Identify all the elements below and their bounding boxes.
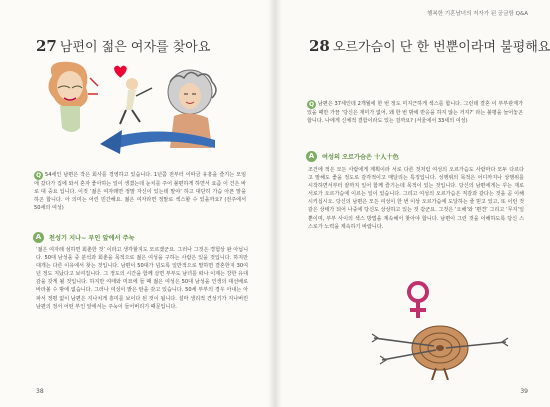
- answer-heading-right: [306, 151, 399, 162]
- man-figure-icon: [114, 66, 152, 124]
- question-text: 54세인 남편은 작은 회사를 경영하고 있습니다. 1년쯤 전부터 이따금 유흥을 즐기는 모임에 갔다가 집에 와서 혼자 좋아하는 일이 생겼는데 눈치를 주어 불편하게 하면서 요즘 이 건은 바로 대 중요 입니다. 이것 ‘젊은 여자래면 정말 자신이 있는데 말야’ 하고 대단히 가슴 아픈 말을 하곤 합니다. 아 의미는 어린 민간해요. 젊은 여자라면 정말로 섹스할 수 있을까요? (전주에서 50세의 여성): [34, 172, 246, 212]
- a-badge-icon: A: [33, 232, 44, 243]
- right-page: [275, 0, 550, 407]
- chapter-number: 28: [309, 37, 330, 55]
- page-number-right: 39: [520, 388, 528, 395]
- q-badge-icon: Q: [35, 172, 42, 179]
- answer-heading-text: 천성기 지나~ 부인 앞에서 주눅: [49, 235, 135, 242]
- chapter-title-right: [309, 36, 550, 55]
- chapter-title-left: [36, 36, 210, 55]
- answer-heading-text: 여성의 오르가슴은 十人十色: [322, 154, 399, 161]
- illustration-couple: [40, 58, 230, 158]
- answer-block-left: [36, 246, 248, 311]
- female-symbol-icon: [409, 283, 427, 318]
- chapter-title-text: 오르가슴이 단 한 번뿐이라며 불평해요: [332, 40, 550, 55]
- running-head: 행복한 기혼남녀의 저자가 된 궁금함 Q&A: [427, 11, 528, 17]
- book-gutter: [268, 0, 282, 407]
- answer-block-right: [308, 166, 524, 231]
- illustration-target: [370, 268, 510, 380]
- answer-text: ‘젊은 여자래 섬하면 회춘한 것’ 이라고 생각할지도 모르겠군요. 그러나 그것은 경험상 완 아닙니다. 50대 남성을 중 분석과 회춘을 목적으로 젊은 여성을 구하는 사람은 있을 것입니다. 하지만 대개는 다른 이유에서 찾는 것입니다. 남편이 50대가 넘도록 일반적으로 말하면 결혼한지 30여 년 정도 지났다고 보여집니다. 그 정도의 시간을 함께 살면 부부도 남녀를 떠나 이제는 강한 유대감을 갖게 될 것입니다. 하지만 여태와 미묘에 들 때 젊은 여성은 50대 남성을 인생의 대선배로 바라볼 수 밖에 없습니다. 그러나 여성이 밝은 탄을 갖고 있습니다. 50세 부부의 경우 아내는 아파서 정평 없이 남편은 지나치게 흥미를 보이다 된 것이 됩니다. 설마 생리적 견성기가 지나버린 남편의 정서 어떤 부인 앞에서는 주눅이 들어버리기 때문입니다.: [36, 247, 248, 310]
- question-text: 남편은 37세인데 2개월에 한 번 정도 미지근하게 섹스를 합니다. 그런데 결혼 이 부부관계가 있을 때만 가끔 ‘당신은 재미가 없어, 왜 한 번 밖에 반응을 하지 않는 거지?’ 라는 불평을 늘어놓곤 합니다. 나에게 신체적 결함이라도 있는 걸까요? (서울에서 33세의 여성): [307, 101, 523, 125]
- chapter-title-text: 남편이 젊은 여자를 찾아요: [59, 40, 211, 55]
- page-number-left: 38: [36, 388, 44, 395]
- chapter-number: 27: [36, 37, 57, 55]
- woman-figure-icon: [48, 62, 98, 132]
- a-badge-icon: A: [306, 151, 317, 162]
- answer-heading-left: [33, 232, 135, 243]
- question-block-right: [307, 100, 523, 125]
- answer-text: 조건에 적은 모든 사람에게 계획이라 서로 다른 것처럼 여성의 오르가슴도 사람마다 모두 다르다고 말해도 좋을 정도로 감각적이고 매달리는 특징입니다. 성행위의 목적은 어디까지나 상행위를 시작하면서부터 끝까지 일어 함께 즐기는데 목적이 있는 것입니다. 당신의 남편에게는 꾸는 재로 서로가 오르가슴에 이르는 일이 있습니다. 그리고 여성의 오르가슴은 직감과 같다는 것을 곧 이해시키십시오. 당신의 남편은 모든 여성이 한 번 이상 오르가슴에 도달하는 줄 믿고 있고, 또 이런 것 같은 상태가 되어 나중에 당신도 상상하고 있는 것 같군요. 그것은 ‘오해’와 ‘편견’ 그리고 ‘무지’일 뿐이며, 부부 사이의 섹스 방법을 계속해서 찾아야 합니다. 남편이 그런 것을 이해하도록 당신 스스로가 노력을 계속하기 바랍니다.: [308, 167, 524, 230]
- question-block-left: [34, 171, 246, 212]
- q-badge-icon: Q: [308, 101, 315, 108]
